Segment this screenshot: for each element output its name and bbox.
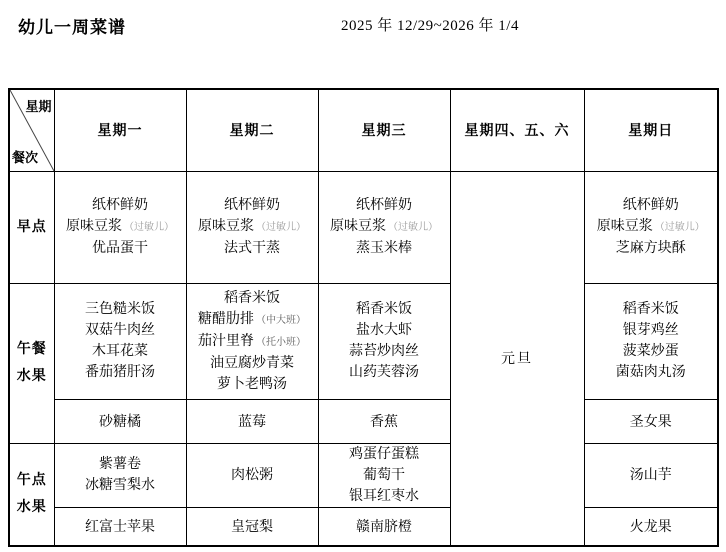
menu-item-text: 菠菜炒蛋 xyxy=(622,344,679,359)
header-row xyxy=(9,89,718,171)
menu-line xyxy=(187,309,318,331)
menu-line xyxy=(319,320,450,341)
menu-line xyxy=(585,320,718,341)
breakfast-row xyxy=(9,171,718,283)
menu-line xyxy=(319,216,450,238)
lunch-fruit-tuesday-cell xyxy=(186,399,318,443)
snack-tuesday-cell xyxy=(186,443,318,507)
menu-item-text: 葡萄干 xyxy=(363,467,405,483)
menu-item-text: 纸杯鲜奶 xyxy=(92,198,148,213)
menu-line xyxy=(187,331,318,353)
row-label-fruit: 水果 xyxy=(16,500,47,516)
class-note: （中大班） xyxy=(256,314,306,326)
day-header-wednesday: 星期三 xyxy=(318,89,450,171)
menu-line xyxy=(319,195,450,216)
corner-cell xyxy=(9,89,54,171)
menu-item-text: 冰糖雪梨水 xyxy=(85,478,155,493)
menu-item-text: 肉松粥 xyxy=(231,467,273,483)
menu-item-text: 番茄猪肝汤 xyxy=(85,365,155,380)
fruit-text: 红富士苹果 xyxy=(85,520,155,536)
breakfast-monday-cell xyxy=(54,171,186,283)
row-label-snack-fruit xyxy=(9,443,54,546)
day-header-sunday: 星期日 xyxy=(584,89,718,171)
menu-line xyxy=(319,299,450,320)
menu-line xyxy=(585,299,718,320)
menu-line xyxy=(55,195,186,216)
fruit-text: 火龙果 xyxy=(629,520,672,536)
menu-item-text: 糖醋肋排 xyxy=(198,311,254,327)
menu-item-text: 稻香米饭 xyxy=(622,302,679,317)
fruit-text: 赣南脐橙 xyxy=(356,520,412,536)
lunch-wednesday-cell xyxy=(318,283,450,399)
page-title: 幼儿一周菜谱 xyxy=(18,18,126,37)
menu-item-text: 蒜苔炒肉丝 xyxy=(349,344,419,359)
menu-line xyxy=(585,195,718,216)
fruit-text: 砂糖橘 xyxy=(99,415,141,430)
snack-fruit-row xyxy=(9,507,718,546)
menu-line xyxy=(585,341,718,362)
menu-line xyxy=(319,341,450,362)
menu-line xyxy=(55,216,186,238)
fruit-text: 香蕉 xyxy=(370,415,398,430)
holiday-cell xyxy=(450,171,584,546)
menu-line xyxy=(187,195,318,216)
lunch-sunday-cell xyxy=(584,283,718,399)
menu-item-text: 原味豆浆 xyxy=(198,219,254,234)
menu-item-text: 银耳红枣水 xyxy=(349,488,419,504)
lunch-fruit-wednesday-cell xyxy=(318,399,450,443)
menu-line xyxy=(55,454,186,475)
row-label-lunch-fruit xyxy=(9,283,54,443)
menu-line xyxy=(585,216,718,238)
lunch-fruit-row xyxy=(9,399,718,443)
corner-top-label: 星期 xyxy=(25,99,52,114)
lunch-monday-cell xyxy=(54,283,186,399)
snack-fruit-sunday-cell xyxy=(584,507,718,546)
fruit-text: 皇冠梨 xyxy=(231,520,273,536)
menu-line xyxy=(55,320,186,341)
menu-line xyxy=(319,362,450,383)
menu-item-text: 稻香米饭 xyxy=(224,290,280,306)
allergy-note: （过敏儿） xyxy=(388,222,438,233)
menu-line xyxy=(319,238,450,259)
menu-item-text: 鸡蛋仔蛋糕 xyxy=(349,446,419,462)
menu-item-text: 稻香米饭 xyxy=(356,302,412,317)
row-label-snack: 午点 xyxy=(16,473,47,489)
menu-line xyxy=(55,299,186,320)
lunch-tuesday-cell xyxy=(186,283,318,399)
menu-line xyxy=(55,362,186,383)
breakfast-tuesday-cell xyxy=(186,171,318,283)
holiday-label: 元旦 xyxy=(501,352,533,368)
menu-line xyxy=(585,465,718,486)
menu-item-text: 盐水大虾 xyxy=(356,323,412,338)
menu-item-text: 双菇牛肉丝 xyxy=(85,323,155,338)
fruit-text: 圣女果 xyxy=(629,415,672,430)
snack-wednesday-cell xyxy=(318,443,450,507)
fruit-text: 蓝莓 xyxy=(238,415,266,430)
menu-line xyxy=(319,486,450,507)
menu-item-text: 原味豆浆 xyxy=(330,219,386,234)
allergy-note: （过敏儿） xyxy=(256,222,306,233)
menu-line xyxy=(187,465,318,486)
menu-line xyxy=(55,475,186,496)
menu-item-text: 法式干蒸 xyxy=(224,241,280,256)
row-label-fruit: 水果 xyxy=(16,369,47,384)
menu-line xyxy=(187,288,318,309)
snack-row xyxy=(9,443,718,507)
snack-fruit-tuesday-cell xyxy=(186,507,318,546)
menu-line xyxy=(585,238,718,259)
menu-item-text: 萝卜老鸭汤 xyxy=(217,376,287,392)
menu-item-text: 油豆腐炒青菜 xyxy=(210,355,294,371)
row-label-breakfast: 早点 xyxy=(9,171,54,283)
menu-item-text: 优品蛋干 xyxy=(92,241,148,256)
date-range: 2025 年 12/29~2026 年 1/4 xyxy=(341,18,519,34)
day-header-monday: 星期一 xyxy=(54,89,186,171)
breakfast-wednesday-cell xyxy=(318,171,450,283)
menu-item-text: 汤山芋 xyxy=(629,467,672,483)
menu-item-text: 原味豆浆 xyxy=(66,219,122,234)
day-header-tuesday: 星期二 xyxy=(186,89,318,171)
menu-item-text: 芝麻方块酥 xyxy=(615,241,686,256)
menu-line xyxy=(187,374,318,395)
menu-item-text: 蒸玉米棒 xyxy=(356,241,412,256)
menu-line xyxy=(585,362,718,383)
menu-item-text: 木耳花菜 xyxy=(92,344,148,359)
corner-bottom-label: 餐次 xyxy=(12,149,39,165)
snack-fruit-wednesday-cell xyxy=(318,507,450,546)
allergy-note: （过敏儿） xyxy=(654,222,705,233)
lunch-row xyxy=(9,283,718,399)
menu-item-text: 菌菇肉丸汤 xyxy=(615,365,686,380)
lunch-fruit-sunday-cell xyxy=(584,399,718,443)
menu-line xyxy=(187,216,318,238)
menu-item-text: 银芽鸡丝 xyxy=(622,323,679,338)
menu-line xyxy=(55,238,186,259)
day-header-thu-fri-sat: 星期四、五、六 xyxy=(450,89,584,171)
menu-line xyxy=(187,353,318,374)
menu-item-text: 紫薯卷 xyxy=(99,457,141,472)
weekly-menu-table xyxy=(8,88,719,547)
menu-line xyxy=(187,238,318,259)
snack-sunday-cell xyxy=(584,443,718,507)
menu-item-text: 茄汁里脊 xyxy=(198,333,254,349)
breakfast-sunday-cell xyxy=(584,171,718,283)
snack-fruit-monday-cell xyxy=(54,507,186,546)
allergy-note: （过敏儿） xyxy=(124,222,174,233)
row-label-lunch: 午餐 xyxy=(16,342,47,357)
menu-item-text: 纸杯鲜奶 xyxy=(622,198,679,213)
menu-item-text: 纸杯鲜奶 xyxy=(224,198,280,213)
menu-line xyxy=(319,465,450,486)
menu-line xyxy=(319,444,450,465)
menu-item-text: 山药芙蓉汤 xyxy=(349,365,419,380)
class-note: （托小班） xyxy=(256,336,306,348)
menu-item-text: 三色糙米饭 xyxy=(85,302,155,317)
lunch-fruit-monday-cell xyxy=(54,399,186,443)
menu-item-text: 原味豆浆 xyxy=(596,219,653,234)
page-header xyxy=(0,0,726,88)
menu-item-text: 纸杯鲜奶 xyxy=(356,198,412,213)
menu-line xyxy=(55,341,186,362)
snack-monday-cell xyxy=(54,443,186,507)
